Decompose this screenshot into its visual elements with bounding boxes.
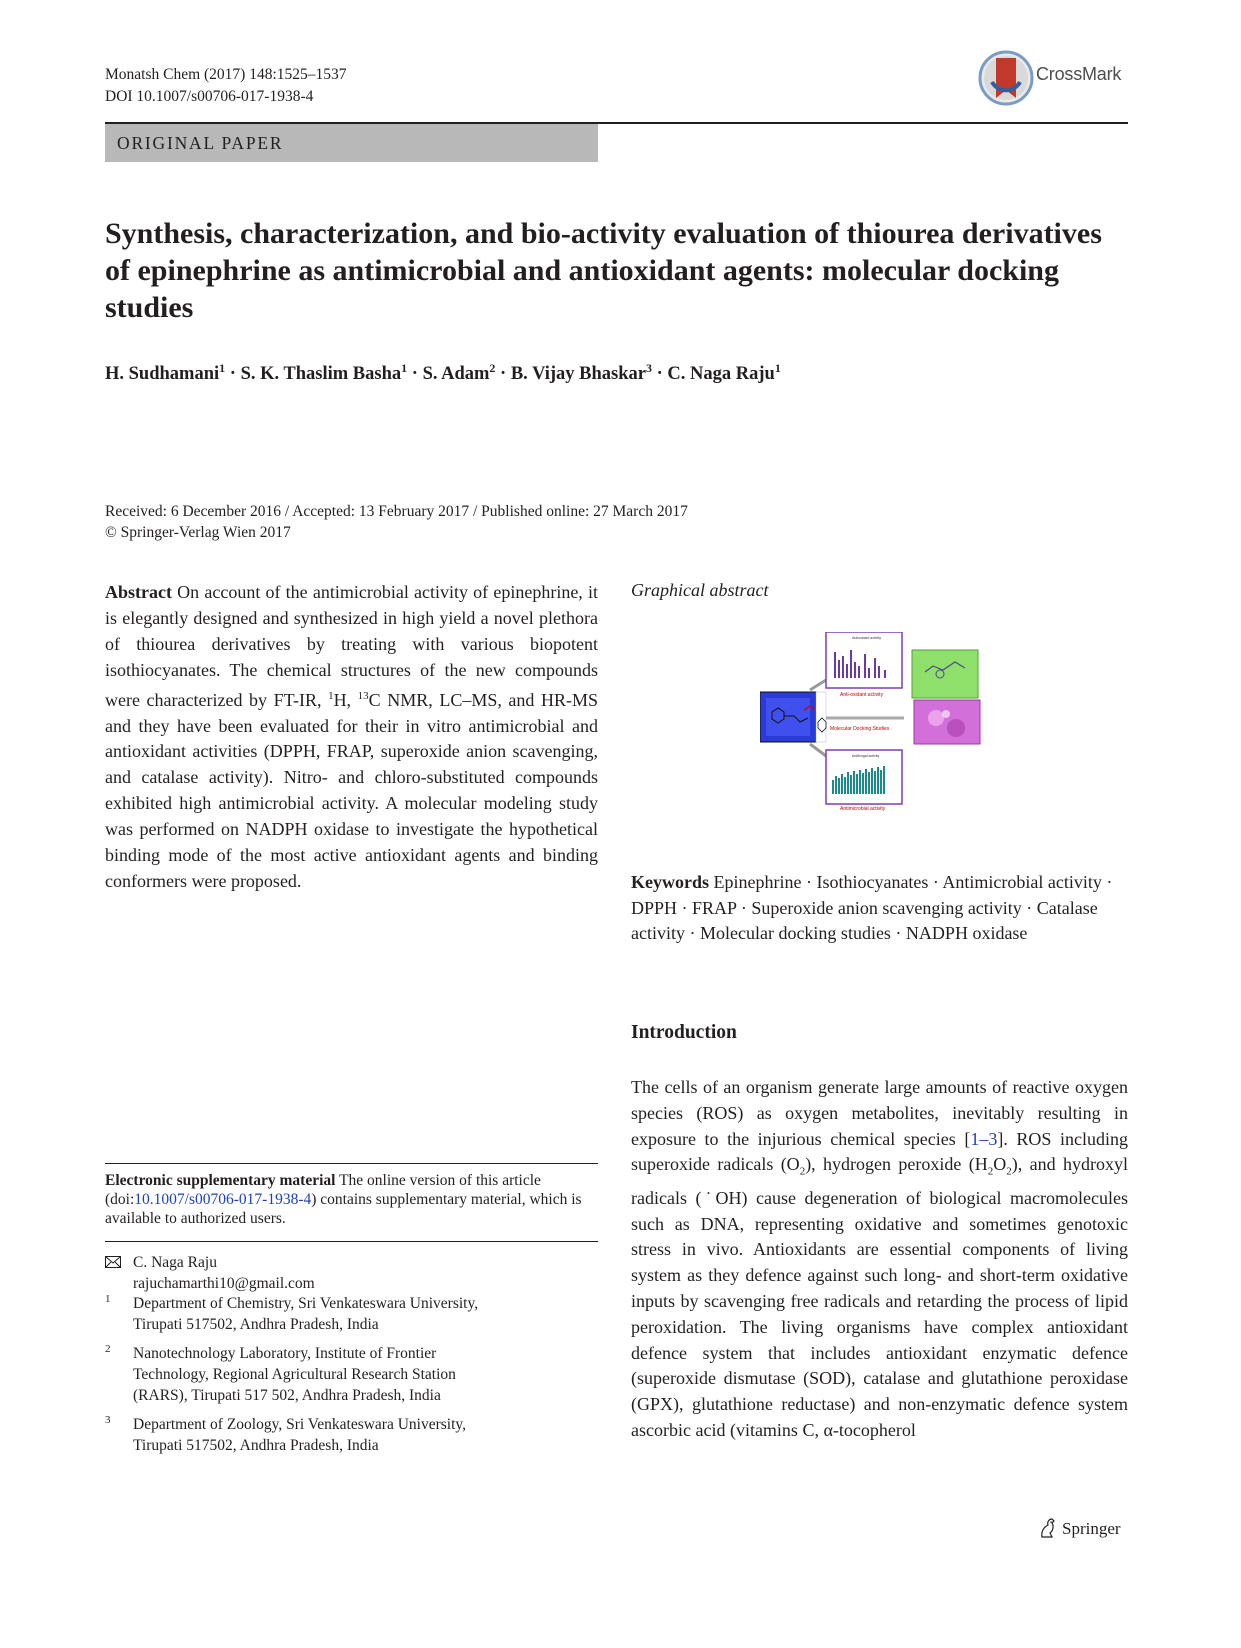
affiliation-number: 2: [105, 1343, 111, 1355]
esm-doi-link[interactable]: 10.1007/s00706-017-1938-4: [134, 1191, 312, 1208]
crossmark-label: CrossMark: [1036, 64, 1122, 84]
affiliation-line: Tirupati 517502, Andhra Pradesh, India: [133, 1437, 379, 1454]
author-affiliation-mark: 1: [219, 361, 226, 375]
esm-label: Electronic supplementary material: [105, 1172, 336, 1189]
author-name[interactable]: S. Adam: [422, 364, 490, 385]
abstract-label: Abstract: [105, 582, 172, 602]
author-separator: ·: [407, 364, 423, 385]
author-name[interactable]: S. K. Thaslim Basha: [240, 364, 402, 385]
paper-title: Synthesis, characterization, and bio-activity evaluation of thiourea derivatives of epinephrine as antimicrobial and antioxidant agents: molecular docking studies: [105, 217, 1102, 324]
intro-text: The cells of an organism generate large amounts of reactive oxygen species (ROS) as oxygen metabolites, inevitably resulting in exposure to the injurious chemical species [: [631, 1077, 1128, 1149]
author-list: [105, 361, 781, 385]
affiliation-line: (RARS), Tirupati 517 502, Andhra Pradesh, India: [133, 1387, 441, 1404]
affiliation-line: Nanotechnology Laboratory, Institute of Frontier: [133, 1345, 437, 1362]
springer-horse-icon: [1038, 1517, 1058, 1539]
affiliation-number: 1: [105, 1293, 111, 1305]
affiliation-rule: [105, 1241, 598, 1242]
author-affiliation-mark: 1: [401, 361, 408, 375]
bottom-panel-title: Antifungal activity: [852, 754, 880, 758]
history-line: Received: 6 December 2016 / Accepted: 13 February 2017 / Published online: 27 March 2017: [105, 503, 688, 520]
author-separator: ·: [495, 364, 511, 385]
isotope-mark: 13: [357, 689, 369, 702]
author-name[interactable]: C. Naga Raju: [667, 364, 775, 385]
affiliation-1: [105, 1293, 478, 1335]
docking-caption: Molecular Docking Studies: [830, 726, 890, 732]
copyright-line: © Springer-Verlag Wien 2017: [105, 524, 291, 541]
affiliation-line: Department of Zoology, Sri Venkateswara University,: [133, 1416, 467, 1433]
publisher-name: Springer: [1062, 1519, 1121, 1538]
keywords: [631, 870, 1128, 947]
affiliation-2: [105, 1343, 456, 1406]
envelope-icon: [105, 1256, 121, 1268]
crossmark-badge[interactable]: [978, 48, 1128, 110]
subscript: 2: [799, 1165, 806, 1178]
subscript: 2: [1006, 1165, 1012, 1178]
author-name[interactable]: B. Vijay Bhaskar: [510, 364, 646, 385]
contact-email[interactable]: rajuchamarthi10@gmail.com: [133, 1275, 315, 1292]
author-name[interactable]: H. Sudhamani: [105, 364, 220, 385]
author-affiliation-mark: 1: [774, 361, 781, 375]
graphical-abstract-label: Graphical abstract: [631, 580, 769, 600]
citation-link[interactable]: 1–3: [970, 1128, 998, 1149]
affiliation-number: 3: [105, 1414, 111, 1426]
corresponding-author: [105, 1252, 315, 1294]
author-separator: ·: [225, 364, 241, 385]
esm-text: The online version of this article (doi:: [105, 1172, 541, 1208]
intro-text: ]. ROS including superoxide radicals (O: [631, 1128, 1128, 1175]
author-affiliation-mark: 3: [646, 361, 652, 375]
publication-dates: [105, 501, 688, 543]
esm-text: ) contains supplementary material, which is available to authorized users.: [105, 1191, 582, 1227]
isotope-mark: 1: [328, 689, 334, 702]
graphical-abstract-figure: [760, 632, 990, 812]
esm-rule: [105, 1163, 598, 1164]
keywords-label: Keywords: [631, 872, 709, 892]
journal-line: Monatsh Chem (2017) 148:1525–1537: [105, 66, 347, 83]
contact-name: C. Naga Raju: [133, 1254, 217, 1271]
intro-text: ), and hydroxyl radicals (˙OH) cause degeneration of biological macromolecules such as DNA, representing oxidative and sometimes genotoxic stress in vivo. Antioxidants are essential components of living system as they defence against such long- and short-term oxidative inputs by scavenging free radicals and retarding the process of lipid peroxidation. The living organisms have complex antioxidant defence system that includes antioxidant enzymatic defence (superoxide dismutase (SOD), catalase and glutathione peroxidase (GPX), glutathione reductase) and non-enzymatic defence system ascorbic acid (vitamins C, α-tocopherol: [631, 1154, 1128, 1440]
publisher-logo: [1038, 1517, 1138, 1543]
bottom-panel-caption: Antimicrobial activity: [840, 806, 886, 812]
author-affiliation-mark: 2: [489, 361, 496, 375]
abstract-text: H,: [333, 689, 358, 710]
affiliation-line: Tirupati 517502, Andhra Pradesh, India: [133, 1316, 379, 1333]
subscript: 2: [987, 1165, 994, 1178]
introduction-text: [631, 1075, 1128, 1444]
doi-line: DOI 10.1007/s00706-017-1938-4: [105, 88, 314, 105]
crossmark-icon: [978, 48, 1034, 108]
journal-citation: [105, 64, 347, 108]
abstract-text: C NMR, LC–MS, and HR-MS and they have been evaluated for their in vitro antimicrobial and antioxidant activities (DPPH, FRAP, superoxide anion scavenging, and catalase activity). Nitro- and chloro-substituted compounds exhibited high antimicrobial activity. A molecular modeling study was performed on NADPH oxidase to investigate the hypothetical binding mode of the most active antioxidant agents and binding conformers were proposed.: [105, 689, 599, 891]
intro-text: O: [993, 1154, 1007, 1175]
top-panel-title: Antioxidant activity: [852, 636, 881, 640]
affiliation-line: Technology, Regional Agricultural Research Station: [133, 1366, 456, 1383]
top-panel-caption: Anti-oxidant activity: [840, 692, 884, 698]
abstract: [105, 580, 598, 895]
esm-note: [105, 1171, 598, 1228]
intro-text: ), hydrogen peroxide (H: [805, 1154, 988, 1175]
keywords-text: Epinephrine · Isothiocyanates · Antimicrobial activity · DPPH · FRAP · Superoxide anion scavenging activity · Catalase activity · Molecular docking studies · NADPH oxidase: [631, 872, 1113, 943]
abstract-text: On account of the antimicrobial activity of epinephrine, it is elegantly designed and synthesized in high yield a novel plethora of thiourea derivatives by treating with various biopotent isothiocyanates. The chemical structures of the new compounds were characterized by FT-IR,: [105, 582, 598, 710]
author-separator: ·: [652, 364, 668, 385]
affiliation-3: [105, 1414, 466, 1456]
paper-type-banner: ORIGINAL PAPER: [105, 124, 598, 162]
affiliation-line: Department of Chemistry, Sri Venkateswara University,: [133, 1295, 479, 1312]
introduction-heading: Introduction: [631, 1022, 737, 1043]
